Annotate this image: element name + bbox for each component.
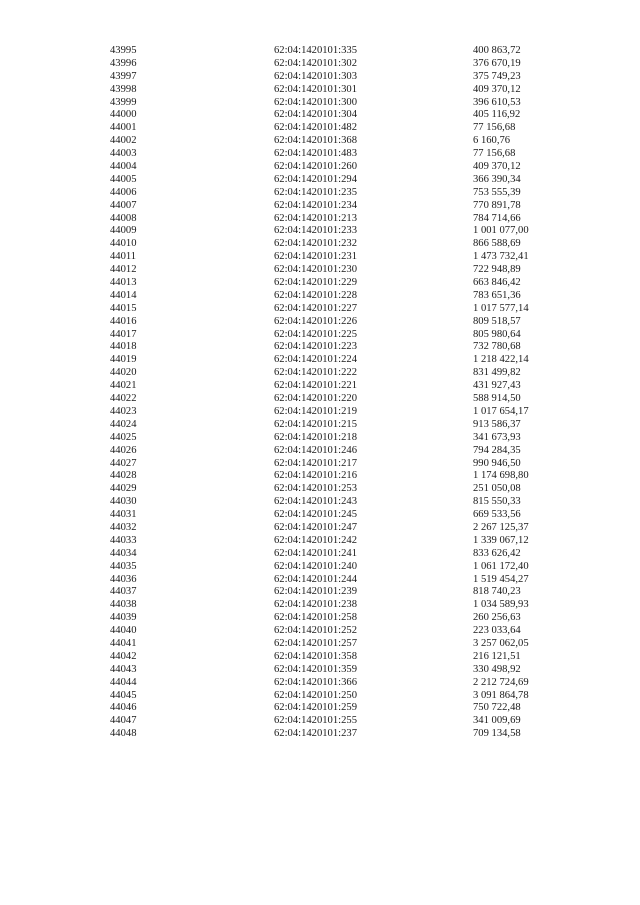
table-row xyxy=(110,690,580,703)
row-number-cell: 44046 xyxy=(110,702,137,714)
row-number-cell: 44013 xyxy=(110,277,137,289)
cadastral-number-cell: 62:04:1420101:238 xyxy=(274,599,357,611)
cadastral-value-cell: 1 339 067,12 xyxy=(473,534,529,546)
table-row xyxy=(110,380,580,393)
cadastral-value-cell: 251 050,08 xyxy=(473,483,521,495)
table-row xyxy=(110,329,580,342)
cadastral-number-cell: 62:04:1420101:300 xyxy=(274,96,357,108)
cadastral-value-cell: 366 390,34 xyxy=(473,173,521,185)
table-row xyxy=(110,238,580,251)
row-number-cell: 44011 xyxy=(110,251,137,263)
cadastral-number-cell: 62:04:1420101:257 xyxy=(274,637,357,649)
cadastral-value-cell: 3 091 864,78 xyxy=(473,689,529,701)
table-row xyxy=(110,341,580,354)
row-number-cell: 44043 xyxy=(110,663,137,675)
row-number-cell: 44042 xyxy=(110,650,137,662)
cadastral-number-cell: 62:04:1420101:221 xyxy=(274,380,357,392)
row-number-cell: 44023 xyxy=(110,405,137,417)
cadastral-value-cell: 1 034 589,93 xyxy=(473,599,529,611)
cadastral-value-cell: 815 550,33 xyxy=(473,496,521,508)
table-row xyxy=(110,612,580,625)
table-row xyxy=(110,225,580,238)
row-number-cell: 44028 xyxy=(110,470,137,482)
row-number-cell: 44032 xyxy=(110,521,137,533)
cadastral-number-cell: 62:04:1420101:216 xyxy=(274,470,357,482)
table-row xyxy=(110,122,580,135)
row-number-cell: 44025 xyxy=(110,431,137,443)
cadastral-value-cell: 341 673,93 xyxy=(473,431,521,443)
cadastral-number-cell: 62:04:1420101:234 xyxy=(274,199,357,211)
table-row xyxy=(110,393,580,406)
cadastral-value-cell: 400 863,72 xyxy=(473,45,521,56)
cadastral-number-cell: 62:04:1420101:294 xyxy=(274,173,357,185)
cadastral-value-cell: 913 586,37 xyxy=(473,418,521,430)
table-row xyxy=(110,599,580,612)
table-row xyxy=(110,135,580,148)
cadastral-number-cell: 62:04:1420101:225 xyxy=(274,328,357,340)
table-row xyxy=(110,509,580,522)
table-row xyxy=(110,187,580,200)
row-number-cell: 44003 xyxy=(110,148,137,160)
row-number-cell: 43997 xyxy=(110,70,137,82)
row-number-cell: 44004 xyxy=(110,161,137,173)
table-row xyxy=(110,213,580,226)
row-number-cell: 44027 xyxy=(110,457,137,469)
row-number-cell: 44001 xyxy=(110,122,137,134)
table-row xyxy=(110,45,580,58)
cadastral-value-cell: 376 670,19 xyxy=(473,57,521,69)
row-number-cell: 44036 xyxy=(110,573,137,585)
row-number-cell: 43996 xyxy=(110,57,137,69)
cadastral-number-cell: 62:04:1420101:222 xyxy=(274,367,357,379)
cadastral-number-cell: 62:04:1420101:226 xyxy=(274,315,357,327)
cadastral-number-cell: 62:04:1420101:217 xyxy=(274,457,357,469)
row-number-cell: 43999 xyxy=(110,96,137,108)
cadastral-number-cell: 62:04:1420101:246 xyxy=(274,444,357,456)
row-number-cell: 44026 xyxy=(110,444,137,456)
cadastral-value-cell: 409 370,12 xyxy=(473,83,521,95)
row-number-cell: 44037 xyxy=(110,586,137,598)
table-row xyxy=(110,174,580,187)
table-row xyxy=(110,664,580,677)
cadastral-number-cell: 62:04:1420101:302 xyxy=(274,57,357,69)
cadastral-number-cell: 62:04:1420101:366 xyxy=(274,676,357,688)
cadastral-number-cell: 62:04:1420101:253 xyxy=(274,483,357,495)
cadastral-number-cell: 62:04:1420101:259 xyxy=(274,702,357,714)
table-row xyxy=(110,561,580,574)
cadastral-value-cell: 722 948,89 xyxy=(473,264,521,276)
cadastral-value-cell: 77 156,68 xyxy=(473,148,516,160)
table-row xyxy=(110,161,580,174)
cadastral-value-cell: 260 256,63 xyxy=(473,612,521,624)
cadastral-number-cell: 62:04:1420101:242 xyxy=(274,534,357,546)
row-number-cell: 44022 xyxy=(110,393,137,405)
row-number-cell: 44041 xyxy=(110,637,137,649)
row-number-cell: 44044 xyxy=(110,676,137,688)
row-number-cell: 44038 xyxy=(110,599,137,611)
row-number-cell: 44019 xyxy=(110,354,137,366)
table-row xyxy=(110,432,580,445)
cadastral-number-cell: 62:04:1420101:233 xyxy=(274,225,357,237)
table-row xyxy=(110,277,580,290)
cadastral-number-cell: 62:04:1420101:219 xyxy=(274,405,357,417)
cadastral-number-cell: 62:04:1420101:237 xyxy=(274,728,357,740)
cadastral-number-cell: 62:04:1420101:229 xyxy=(274,277,357,289)
cadastral-value-cell: 784 714,66 xyxy=(473,212,521,224)
cadastral-value-cell: 770 891,78 xyxy=(473,199,521,211)
row-number-cell: 44009 xyxy=(110,225,137,237)
table-row xyxy=(110,702,580,715)
cadastral-number-cell: 62:04:1420101:258 xyxy=(274,612,357,624)
row-number-cell: 43995 xyxy=(110,45,137,56)
cadastral-value-cell: 2 267 125,37 xyxy=(473,521,529,533)
cadastral-value-cell: 1 218 422,14 xyxy=(473,354,529,366)
row-number-cell: 44017 xyxy=(110,328,137,340)
row-number-cell: 44015 xyxy=(110,302,137,314)
table-row xyxy=(110,458,580,471)
row-number-cell: 44047 xyxy=(110,715,137,727)
cadastral-value-cell: 77 156,68 xyxy=(473,122,516,134)
table-row xyxy=(110,522,580,535)
table-row xyxy=(110,728,580,741)
row-number-cell: 44030 xyxy=(110,496,137,508)
row-number-cell: 44000 xyxy=(110,109,137,121)
table-row xyxy=(110,109,580,122)
cadastral-value-cell: 750 722,48 xyxy=(473,702,521,714)
row-number-cell: 44010 xyxy=(110,238,137,250)
cadastral-value-cell: 588 914,50 xyxy=(473,393,521,405)
cadastral-value-cell: 216 121,51 xyxy=(473,650,521,662)
cadastral-number-cell: 62:04:1420101:250 xyxy=(274,689,357,701)
cadastral-value-cell: 753 555,39 xyxy=(473,186,521,198)
row-number-cell: 44012 xyxy=(110,264,137,276)
cadastral-value-cell: 409 370,12 xyxy=(473,161,521,173)
row-number-cell: 44034 xyxy=(110,547,137,559)
cadastral-value-cell: 866 588,69 xyxy=(473,238,521,250)
cadastral-value-cell: 1 174 698,80 xyxy=(473,470,529,482)
table-row xyxy=(110,316,580,329)
cadastral-value-cell: 1 473 732,41 xyxy=(473,251,529,263)
cadastral-number-cell: 62:04:1420101:368 xyxy=(274,135,357,147)
row-number-cell: 44045 xyxy=(110,689,137,701)
cadastral-number-cell: 62:04:1420101:240 xyxy=(274,560,357,572)
cadastral-value-cell: 1 017 577,14 xyxy=(473,302,529,314)
cadastral-value-cell: 431 927,43 xyxy=(473,380,521,392)
cadastral-number-cell: 62:04:1420101:252 xyxy=(274,625,357,637)
row-number-cell: 44033 xyxy=(110,534,137,546)
cadastral-number-cell: 62:04:1420101:358 xyxy=(274,650,357,662)
row-number-cell: 44016 xyxy=(110,315,137,327)
cadastral-value-cell: 396 610,53 xyxy=(473,96,521,108)
cadastral-value-cell: 831 499,82 xyxy=(473,367,521,379)
row-number-cell: 44029 xyxy=(110,483,137,495)
row-number-cell: 44024 xyxy=(110,418,137,430)
cadastral-number-cell: 62:04:1420101:335 xyxy=(274,45,357,56)
cadastral-value-cell: 833 626,42 xyxy=(473,547,521,559)
cadastral-value-cell: 1 061 172,40 xyxy=(473,560,529,572)
row-number-cell: 44035 xyxy=(110,560,137,572)
cadastral-number-cell: 62:04:1420101:243 xyxy=(274,496,357,508)
cadastral-number-cell: 62:04:1420101:301 xyxy=(274,83,357,95)
row-number-cell: 44021 xyxy=(110,380,137,392)
row-number-cell: 44008 xyxy=(110,212,137,224)
row-number-cell: 44031 xyxy=(110,509,137,521)
cadastral-value-table xyxy=(110,45,580,741)
cadastral-number-cell: 62:04:1420101:482 xyxy=(274,122,357,134)
table-row xyxy=(110,496,580,509)
cadastral-number-cell: 62:04:1420101:215 xyxy=(274,418,357,430)
table-row xyxy=(110,470,580,483)
row-number-cell: 44007 xyxy=(110,199,137,211)
table-row xyxy=(110,638,580,651)
table-row xyxy=(110,574,580,587)
cadastral-value-cell: 805 980,64 xyxy=(473,328,521,340)
cadastral-value-cell: 794 284,35 xyxy=(473,444,521,456)
cadastral-value-cell: 1 519 454,27 xyxy=(473,573,529,585)
table-row xyxy=(110,251,580,264)
cadastral-number-cell: 62:04:1420101:218 xyxy=(274,431,357,443)
table-row xyxy=(110,586,580,599)
row-number-cell: 44048 xyxy=(110,728,137,740)
table-row xyxy=(110,715,580,728)
cadastral-value-cell: 341 009,69 xyxy=(473,715,521,727)
table-row xyxy=(110,264,580,277)
cadastral-value-cell: 809 518,57 xyxy=(473,315,521,327)
row-number-cell: 44040 xyxy=(110,625,137,637)
table-row xyxy=(110,535,580,548)
table-row xyxy=(110,651,580,664)
cadastral-number-cell: 62:04:1420101:230 xyxy=(274,264,357,276)
cadastral-number-cell: 62:04:1420101:224 xyxy=(274,354,357,366)
table-row xyxy=(110,200,580,213)
cadastral-number-cell: 62:04:1420101:255 xyxy=(274,715,357,727)
row-number-cell: 44005 xyxy=(110,173,137,185)
cadastral-value-cell: 6 160,76 xyxy=(473,135,511,147)
cadastral-value-cell: 405 116,92 xyxy=(473,109,521,121)
cadastral-number-cell: 62:04:1420101:304 xyxy=(274,109,357,121)
table-row xyxy=(110,84,580,97)
cadastral-number-cell: 62:04:1420101:303 xyxy=(274,70,357,82)
cadastral-value-cell: 2 212 724,69 xyxy=(473,676,529,688)
cadastral-value-cell: 3 257 062,05 xyxy=(473,637,529,649)
cadastral-value-cell: 990 946,50 xyxy=(473,457,521,469)
table-row xyxy=(110,677,580,690)
cadastral-number-cell: 62:04:1420101:231 xyxy=(274,251,357,263)
cadastral-value-cell: 375 749,23 xyxy=(473,70,521,82)
row-number-cell: 44006 xyxy=(110,186,137,198)
cadastral-number-cell: 62:04:1420101:213 xyxy=(274,212,357,224)
cadastral-value-cell: 1 001 077,00 xyxy=(473,225,529,237)
cadastral-number-cell: 62:04:1420101:220 xyxy=(274,393,357,405)
cadastral-number-cell: 62:04:1420101:359 xyxy=(274,663,357,675)
row-number-cell: 44014 xyxy=(110,289,137,301)
table-row xyxy=(110,303,580,316)
table-row xyxy=(110,445,580,458)
table-row xyxy=(110,71,580,84)
row-number-cell: 43998 xyxy=(110,83,137,95)
table-row xyxy=(110,290,580,303)
table-row xyxy=(110,483,580,496)
cadastral-number-cell: 62:04:1420101:245 xyxy=(274,509,357,521)
cadastral-number-cell: 62:04:1420101:239 xyxy=(274,586,357,598)
cadastral-number-cell: 62:04:1420101:483 xyxy=(274,148,357,160)
table-row xyxy=(110,58,580,71)
row-number-cell: 44039 xyxy=(110,612,137,624)
table-row xyxy=(110,148,580,161)
row-number-cell: 44002 xyxy=(110,135,137,147)
cadastral-value-cell: 709 134,58 xyxy=(473,728,521,740)
table-row xyxy=(110,419,580,432)
cadastral-number-cell: 62:04:1420101:260 xyxy=(274,161,357,173)
cadastral-value-cell: 1 017 654,17 xyxy=(473,405,529,417)
table-row xyxy=(110,367,580,380)
row-number-cell: 44018 xyxy=(110,341,137,353)
cadastral-value-cell: 663 846,42 xyxy=(473,277,521,289)
table-row xyxy=(110,406,580,419)
table-row xyxy=(110,625,580,638)
cadastral-value-cell: 223 033,64 xyxy=(473,625,521,637)
cadastral-number-cell: 62:04:1420101:223 xyxy=(274,341,357,353)
cadastral-value-cell: 669 533,56 xyxy=(473,509,521,521)
cadastral-value-cell: 732 780,68 xyxy=(473,341,521,353)
row-number-cell: 44020 xyxy=(110,367,137,379)
cadastral-value-cell: 330 498,92 xyxy=(473,663,521,675)
table-row xyxy=(110,354,580,367)
cadastral-number-cell: 62:04:1420101:227 xyxy=(274,302,357,314)
cadastral-value-cell: 818 740,23 xyxy=(473,586,521,598)
table-row xyxy=(110,548,580,561)
cadastral-value-cell: 783 651,36 xyxy=(473,289,521,301)
cadastral-number-cell: 62:04:1420101:235 xyxy=(274,186,357,198)
cadastral-number-cell: 62:04:1420101:228 xyxy=(274,289,357,301)
cadastral-number-cell: 62:04:1420101:247 xyxy=(274,521,357,533)
table-row xyxy=(110,97,580,110)
cadastral-number-cell: 62:04:1420101:232 xyxy=(274,238,357,250)
cadastral-number-cell: 62:04:1420101:244 xyxy=(274,573,357,585)
cadastral-number-cell: 62:04:1420101:241 xyxy=(274,547,357,559)
